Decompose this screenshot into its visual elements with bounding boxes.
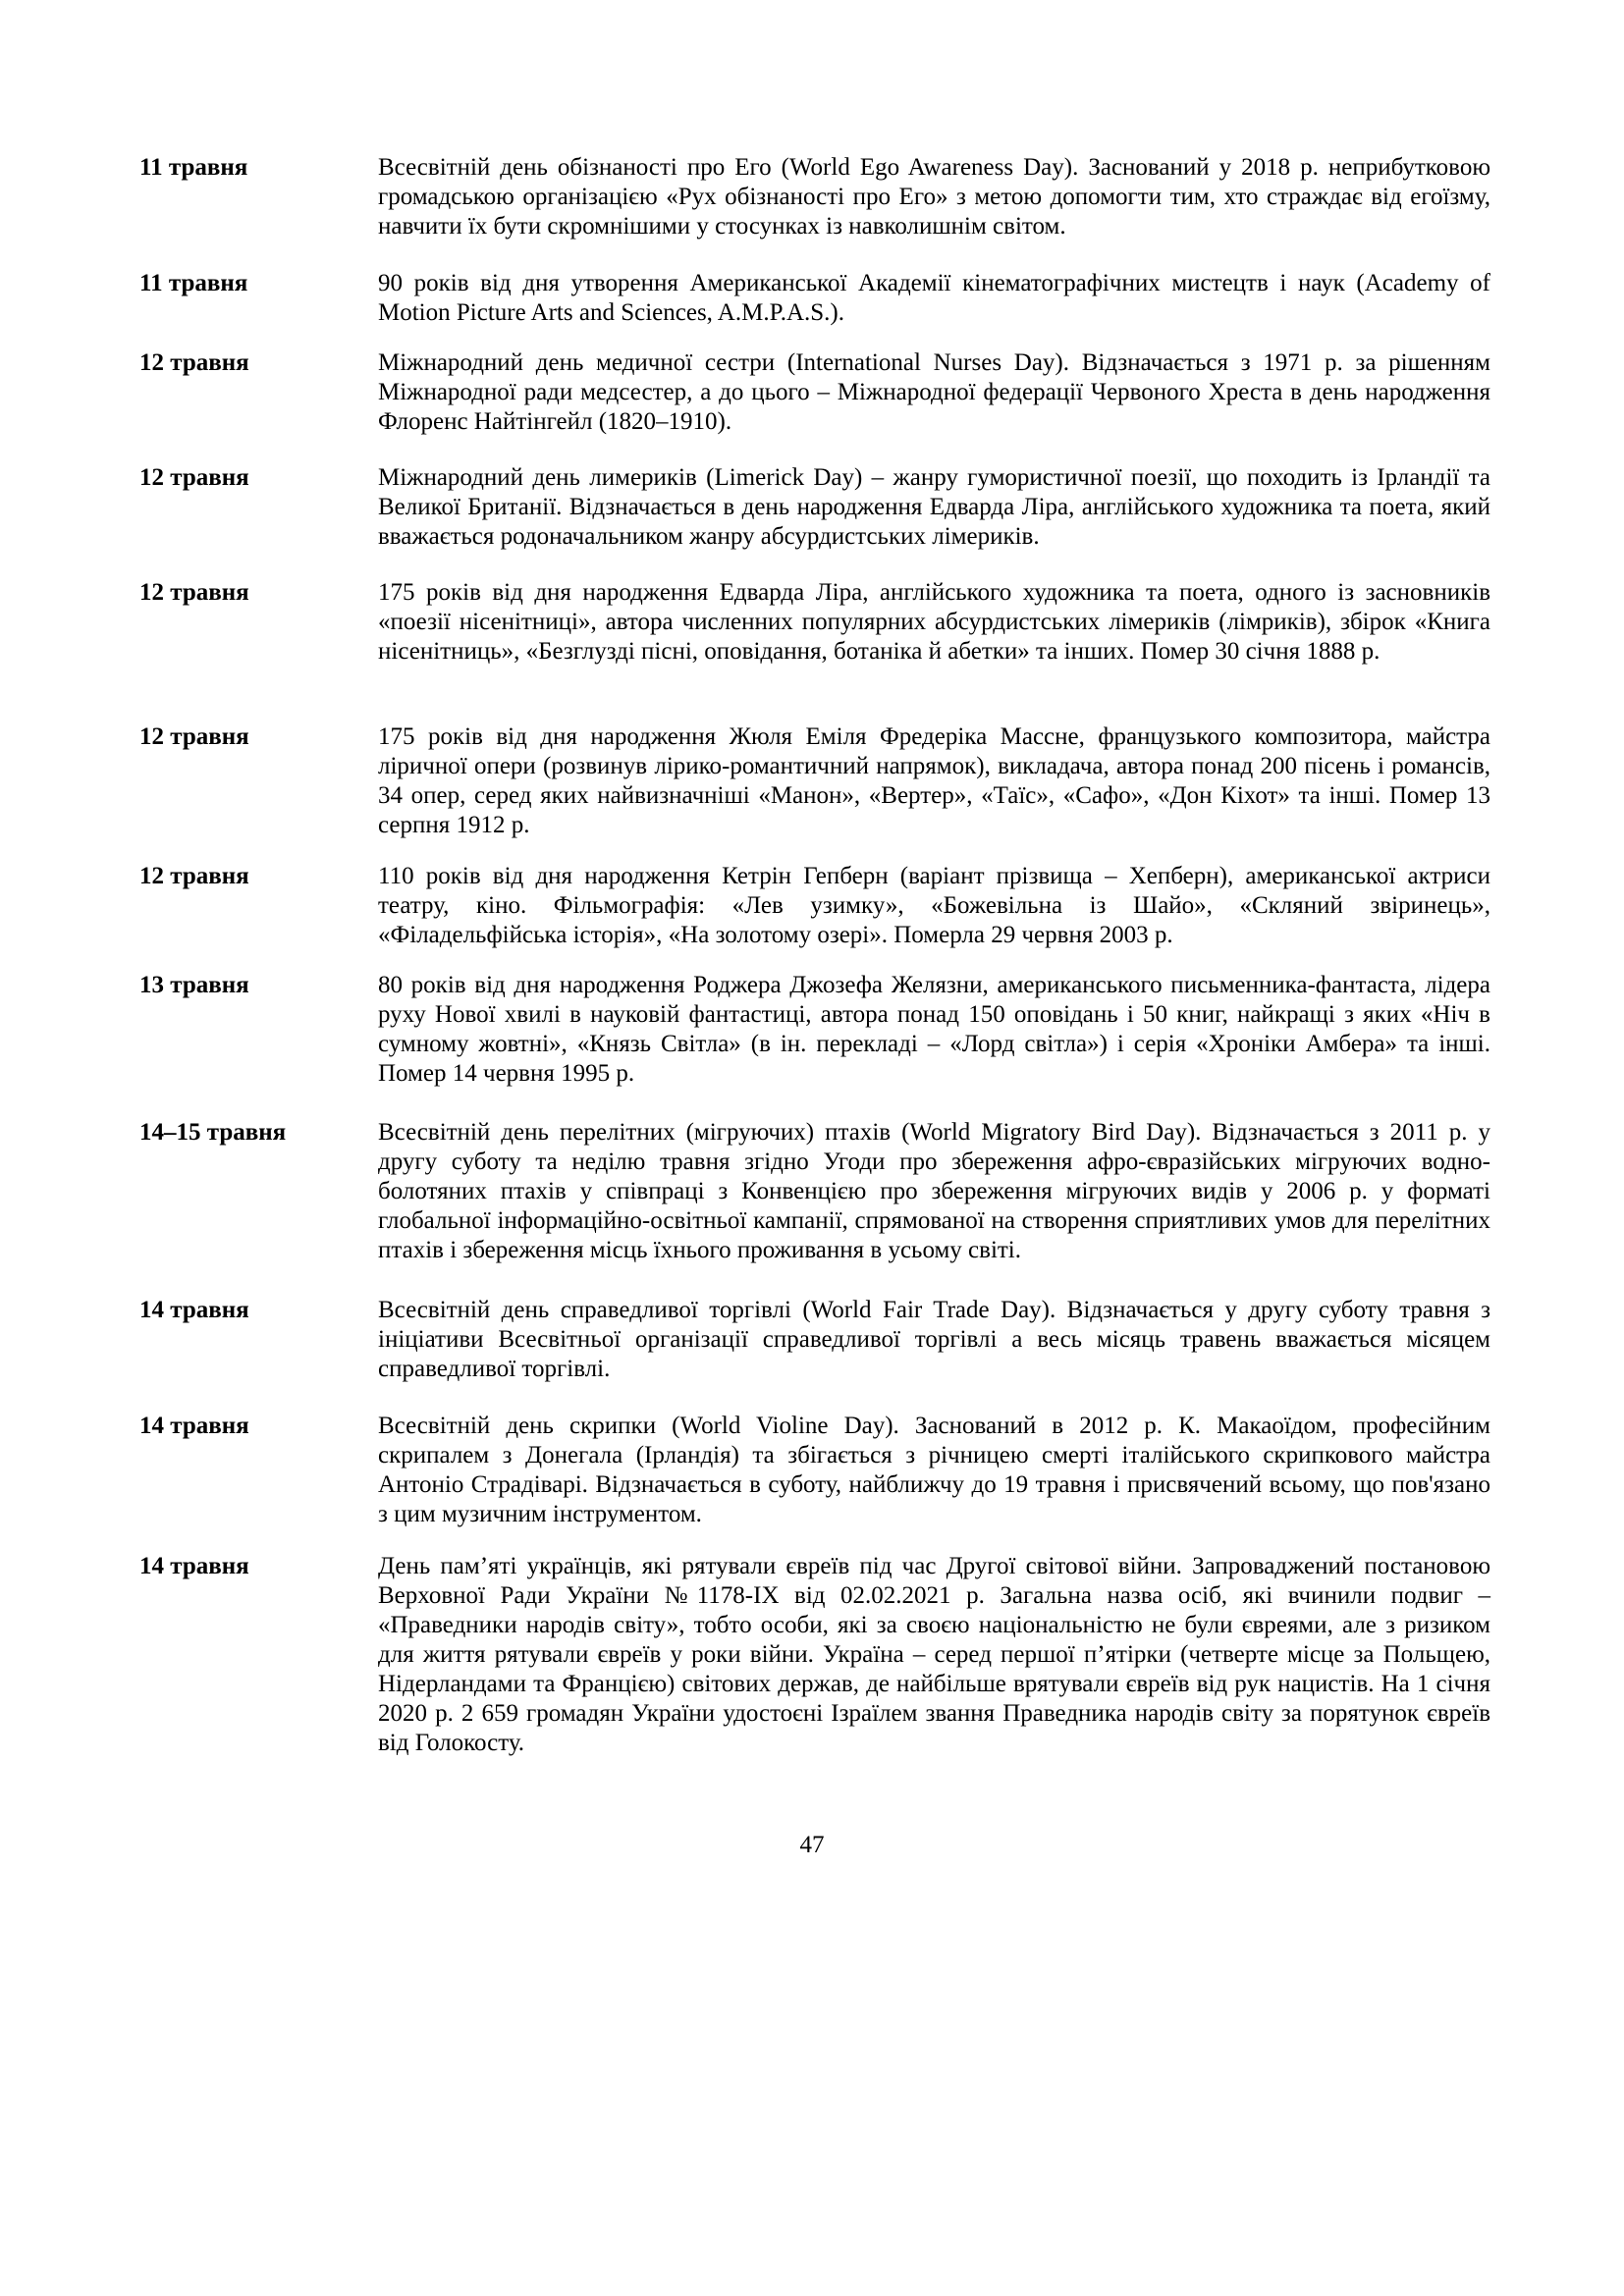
- calendar-entry: [139, 1296, 1490, 1412]
- calendar-entry: [139, 1412, 1490, 1552]
- entry-description: Всесвітній день обізнаності про Его (World Ego Awareness Day). Заснований у 2018 р. неприбутковою громадською організацією «Рух обізнаності про Его» з метою допомогти тим, хто страждає від егоїзму, навчити їх бути скромнішими у стосунках із навколишнім світом.: [378, 154, 1490, 240]
- calendar-entry: [139, 722, 1490, 862]
- entry-date: 11 травня: [139, 154, 248, 181]
- page-number: 47: [799, 1832, 825, 1858]
- entry-description: Міжнародний день лимериків (Limerick Day) – жанру гумористичної поезії, що походить із Ірландії та Великої Британії. Відзначається в день народження Едварда Ліра, англійського художника та поета, який вважається родоначальником жанру абсурдистських лімериків.: [378, 464, 1490, 550]
- entry-description: Всесвітній день справедливої торгівлі (World Fair Trade Day). Відзначається у другу суботу травня з ініціативи Всесвітньої організації справедливої торгівлі а весь місяць травень вважається місяцем справедливої торгівлі.: [378, 1297, 1490, 1382]
- entry-description: 80 років від дня народження Роджера Джозефа Желязни, американського письменника-фантаста, лідера руху Нової хвилі в науковій фантастиці, автора понад 150 оповідань і 50 книг, найкращі з яких «Ніч в сумному жовтні», «Князь Світла» (в ін. перекладі – «Лорд світла») і серія «Хроніки Амбера» та інші. Помер 14 червня 1995 р.: [378, 972, 1490, 1087]
- entry-date: 12 травня: [139, 464, 249, 491]
- calendar-entry: [139, 348, 1490, 463]
- entry-date: 12 травня: [139, 579, 249, 606]
- entry-date: 11 травня: [139, 270, 248, 296]
- entry-date: 14 травня: [139, 1297, 249, 1323]
- calendar-entry: [139, 578, 1490, 722]
- entry-date: 12 травня: [139, 349, 249, 376]
- entry-description: 90 років від дня утворення Американської Академії кінематографічних мистецтв і наук (Academy of Motion Picture Arts and Sciences, A.M.P.A.S.).: [378, 270, 1490, 326]
- calendar-entry: [139, 862, 1490, 971]
- entry-description: День пам’яті українців, які рятували євреїв під час Другої світової війни. Запроваджений постановою Верховної Ради України №1178-IX від 02.02.2021 р. Загальна назва осіб, які вчинили подвиг – «Праведники народів світу», тобто особи, які за своєю національністю не були євреями, але з ризиком для життя рятували євреїв у роки війни. Україна – серед першої п’ятірки (четверте місце за Польщею, Нідерландами та Францією) світових держав, де найбільше врятували євреїв від рук нацистів. На 1 січня 2020 р. 2 659 громадян України удостоєні Ізраїлем звання Праведника народів світу за порятунок євреїв від Голокосту.: [378, 1553, 1490, 1756]
- entry-date: 13 травня: [139, 972, 249, 998]
- entry-description: Всесвітній день скрипки (World Violine Day). Заснований в 2012 р. К. Макаоїдом, професійним скрипалем з Донегала (Ірландія) та збігається з річницею смерті італійського скрипкового майстра Антоніо Страдіварі. Відзначається в суботу, найближчу до 19 травня і присвячений всьому, що пов'язано з цим музичним інструментом.: [378, 1413, 1490, 1527]
- calendar-entry: [139, 1118, 1490, 1296]
- entry-date: 12 травня: [139, 723, 249, 750]
- calendar-entry: [139, 153, 1490, 269]
- entry-description: 175 років від дня народження Жюля Еміля Фредеріка Массне, французького композитора, майстра ліричної опери (розвинув лірико-романтичний напрямок), викладача, автора понад 200 пісень і романсів, 34 опер, серед яких найвизначніші «Манон», «Вертер», «Таїс», «Сафо», «Дон Кіхот» та інші. Помер 13 серпня 1912 р.: [378, 723, 1490, 838]
- calendar-entries: [139, 153, 1490, 1756]
- entry-date: 14–15 травня: [139, 1119, 287, 1146]
- calendar-entry: [139, 463, 1490, 578]
- calendar-entry: [139, 269, 1490, 348]
- entry-date: 14 травня: [139, 1553, 249, 1579]
- entry-date: 14 травня: [139, 1413, 249, 1439]
- entry-description: 175 років від дня народження Едварда Ліра, англійського художника та поета, одного із засновників «поезії нісенітниці», автора численних популярних абсурдистських лімериків (лімриків), збірок «Книга нісенітниць», «Безглузді пісні, оповідання, ботаніка й абетки» та інших. Помер 30 січня 1888 р.: [378, 579, 1490, 665]
- entry-description: Всесвітній день перелітних (мігруючих) птахів (World Migratory Bird Day). Відзначається з 2011 р. у другу суботу та неділю травня згідно Угоди про збереження афро-євразійських мігруючих водно-болотяних птахів у співпраці з Конвенцією про збереження мігруючих видів у 2006 р. у форматі глобальної інформаційно-освітньої кампанії, спрямованої на створення сприятливих умов для перелітних птахів і збереження місць їхнього проживання в усьому світі.: [378, 1119, 1490, 1263]
- entry-date: 12 травня: [139, 863, 249, 889]
- calendar-entry: [139, 1552, 1490, 1756]
- entry-description: Міжнародний день медичної сестри (International Nurses Day). Відзначається з 1971 р. за рішенням Міжнародної ради медсестер, а до цього – Міжнародної федерації Червоного Хреста в день народження Флоренс Найтінгейл (1820–1910).: [378, 349, 1490, 435]
- calendar-entry: [139, 971, 1490, 1118]
- entry-description: 110 років від дня народження Кетрін Гепберн (варіант прізвища – Хепберн), американської актриси театру, кіно. Фільмографія: «Лев узимку», «Божевільна із Шайо», «Скляний звіринець», «Філадельфійська історія», «На золотому озері». Померла 29 червня 2003 р.: [378, 863, 1490, 948]
